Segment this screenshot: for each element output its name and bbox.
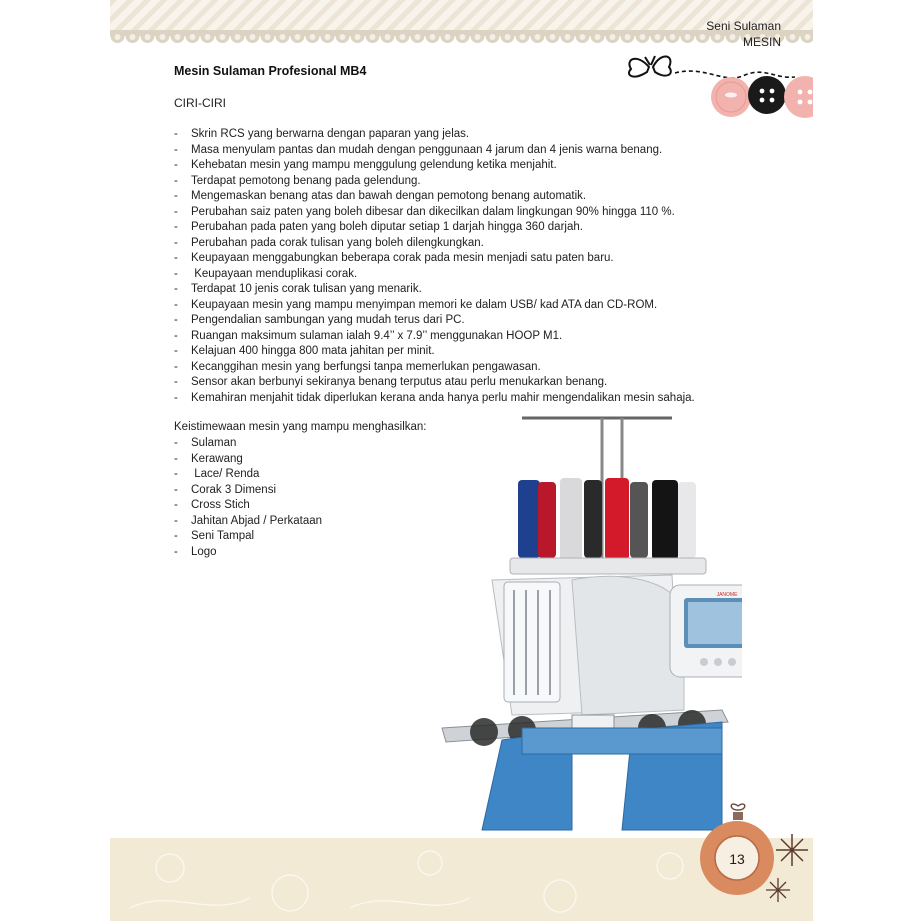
outputs-intro: Keistimewaan mesin yang mampu menghasilkan: — [174, 421, 427, 433]
button-icon — [711, 77, 751, 117]
list-item: - Pengendalian sambungan yang mudah terus dari PC. — [174, 314, 465, 326]
page-number: 13 — [729, 851, 745, 867]
list-item: - Logo — [174, 545, 217, 558]
christmas-ornament-decoration — [700, 800, 810, 910]
page-title: Mesin Sulaman Profesional MB4 — [174, 64, 367, 78]
list-item: - Perubahan pada corak tulisan yang boleh dilengkungkan. — [174, 236, 484, 249]
list-item: - Mengemaskan benang atas dan bawah dengan pemotong benang automatik. — [174, 190, 587, 202]
list-item: - Jahitan Abjad / Perkataan — [174, 514, 323, 527]
list-item: - Keupayaan menduplikasi corak. — [174, 267, 358, 280]
header-section: Seni Sulaman — [706, 19, 781, 33]
list-item: - Cross Stich — [174, 499, 250, 511]
list-item: - Terdapat pemotong benang pada gelendung. — [174, 174, 421, 187]
list-item: - Keupayaan mesin yang mampu menyimpan memori ke dalam USB/ kad ATA dan CD-ROM. — [174, 298, 658, 311]
list-item: - Perubahan saiz paten yang boleh dibesar dan dikecilkan dalam lingkungan 90% hingga 110 %. — [174, 205, 675, 218]
section-heading: CIRI-CIRI — [174, 96, 226, 110]
list-item: - Terdapat 10 jenis corak tulisan yang menarik. — [174, 283, 422, 295]
list-item: - Seni Tampal — [174, 530, 255, 542]
list-item: - Kemahiran menjahit tidak diperlukan kerana anda hanya perlu mahir mengendalikan mesin sahaja. — [174, 391, 695, 404]
button-icon — [748, 76, 786, 114]
list-item: - Kerawang — [174, 452, 243, 465]
list-item: - Sensor akan berbunyi sekiranya benang terputus atau perlu menukarkan benang. — [174, 376, 608, 388]
list-item: - Kecanggihan mesin yang berfungsi tanpa memerlukan pengawasan. — [174, 360, 541, 373]
machine-brand: JANOME — [716, 592, 738, 598]
features-list — [174, 127, 695, 406]
list-item: - Masa menyulam pantas dan mudah dengan penggunaan 4 jarum dan 4 jenis warna benang. — [174, 143, 663, 156]
button-icon — [784, 76, 813, 118]
list-item: - Lace/ Renda — [174, 468, 260, 480]
snowflake-icon — [776, 834, 808, 866]
list-item: - Perubahan pada paten yang boleh diputar setiap 1 darjah hingga 360 darjah. — [174, 221, 583, 233]
snowflake-icon — [766, 878, 790, 902]
list-item: - Sulaman — [174, 437, 237, 449]
list-item: - Keupayaan menggabungkan beberapa corak pada mesin menjadi satu paten baru. — [174, 252, 614, 264]
stitch-line — [675, 71, 795, 78]
header-chapter: MESIN — [742, 35, 781, 49]
buttons-decoration — [615, 45, 813, 120]
outputs-list — [174, 436, 322, 560]
embroidery-machine-image — [422, 410, 742, 840]
list-item: - Corak 3 Dimensi — [174, 483, 276, 496]
butterfly-icon — [629, 56, 671, 77]
document-page — [110, 0, 813, 921]
list-item: - Ruangan maksimum sulaman ialah 9.4’’ x 7.9’’ menggunakan HOOP M1. — [174, 329, 563, 342]
ornament-icon — [700, 804, 774, 895]
list-item: - Skrin RCS yang berwarna dengan paparan yang jelas. — [174, 128, 470, 140]
list-item: - Kelajuan 400 hingga 800 mata jahitan per minit. — [174, 345, 435, 357]
list-item: - Kehebatan mesin yang mampu menggulung gelendung ketika menjahit. — [174, 159, 557, 171]
